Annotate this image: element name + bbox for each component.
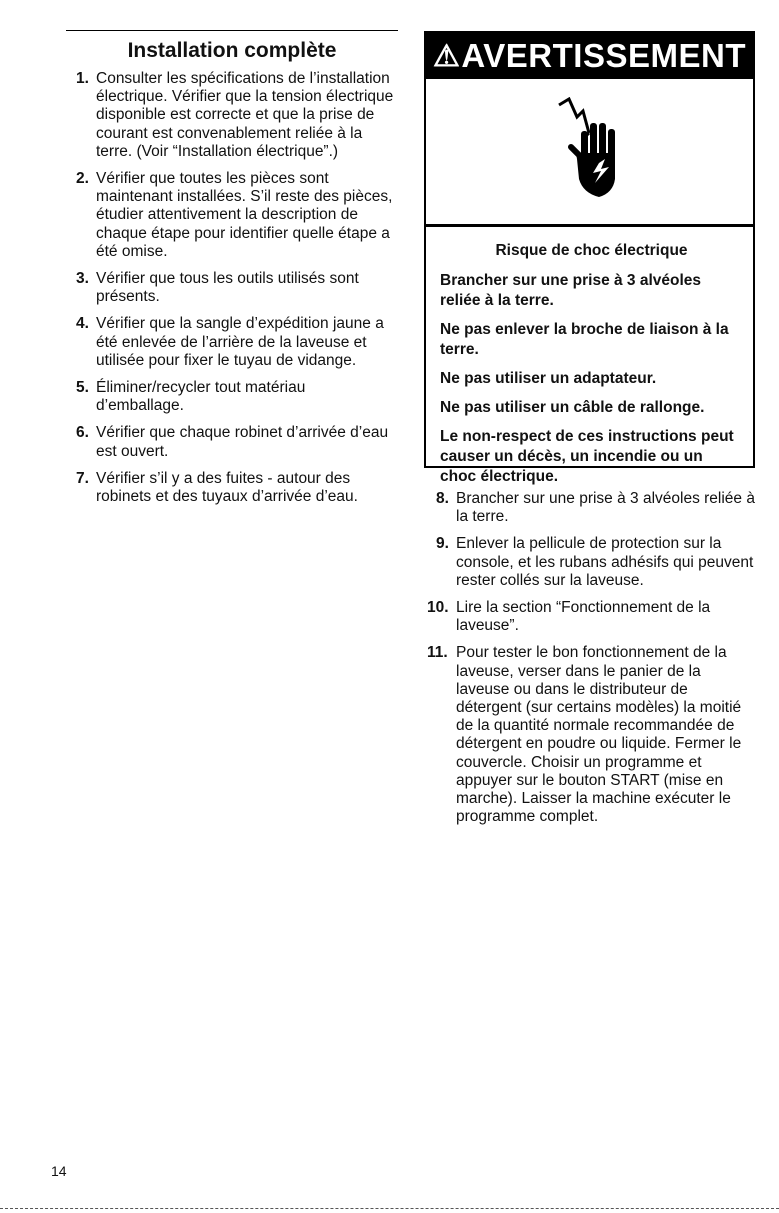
left-steps-list bbox=[66, 70, 396, 515]
list-item bbox=[66, 424, 396, 460]
warning-header bbox=[426, 33, 753, 79]
step-text: Vérifier que la sangle d’expédition jaune a été enlevée de l’arrière de la laveuse et utilisée pour fixer le tuyau de vidange. bbox=[96, 315, 384, 369]
list-item bbox=[66, 470, 396, 506]
step-text: Brancher sur une prise à 3 alvéoles reliée à la terre. bbox=[456, 490, 755, 526]
list-item bbox=[426, 644, 756, 826]
list-item bbox=[66, 379, 396, 415]
list-item bbox=[66, 315, 396, 370]
step-number: 9. bbox=[436, 535, 449, 553]
page-number: 14 bbox=[51, 1163, 67, 1179]
title-rule bbox=[66, 30, 398, 31]
warning-pictogram bbox=[426, 79, 753, 227]
right-steps-list bbox=[426, 490, 756, 835]
step-number: 8. bbox=[436, 490, 449, 507]
step-number: 5. bbox=[76, 379, 89, 397]
section-title: Installation complète bbox=[127, 39, 337, 62]
warning-title: AVERTISSEMENT bbox=[461, 37, 746, 74]
list-item bbox=[66, 270, 396, 306]
step-number: 10. bbox=[427, 599, 449, 617]
warning-line: Ne pas enlever la broche de liaison à la terre. bbox=[440, 321, 729, 358]
risk-title: Risque de choc électrique bbox=[495, 242, 688, 259]
step-number: 6. bbox=[76, 424, 89, 442]
list-item bbox=[426, 535, 756, 590]
step-text: Lire la section “Fonctionnement de la laveuse”. bbox=[456, 599, 711, 635]
step-text: Consulter les spécifications de l’installation électrique. Vérifier que la tension électrique disponible est correcte et que la prise de courant est convenablement reliée à la terre. (Voir “Installation électrique”.) bbox=[96, 70, 394, 160]
warning-line: Ne pas utiliser un adaptateur. bbox=[440, 370, 657, 387]
step-number: 7. bbox=[76, 469, 89, 487]
warning-line: Brancher sur une prise à 3 alvéoles reliée à la terre. bbox=[440, 272, 702, 309]
step-number: 3. bbox=[76, 270, 89, 288]
warning-triangle-icon: ⚠ bbox=[433, 39, 461, 73]
warning-line: Ne pas utiliser un câble de rallonge. bbox=[440, 399, 705, 416]
list-item bbox=[66, 70, 396, 161]
list-item bbox=[66, 170, 396, 261]
electric-shock-hand-icon bbox=[555, 97, 625, 207]
warning-body bbox=[426, 227, 753, 487]
step-text: Pour tester le bon fonctionnement de la laveuse, verser dans le panier de la laveuse ou dans le distributeur de détergent (sur certains modèles) la moitié de la quantité normale recommandée de détergent en poudre ou liquide. Fermer le couvercle. Choisir un programme et appuyer sur le bouton START (mise en marche). Laisser la machine exécuter le programme complet. bbox=[456, 644, 742, 826]
list-item bbox=[426, 599, 756, 635]
step-text: Éliminer/recycler tout matériau d’emballage. bbox=[96, 379, 306, 415]
step-text: Enlever la pellicule de protection sur la console, et les rubans adhésifs qui peuvent rester collés sur la laveuse. bbox=[456, 535, 754, 589]
step-number: 2. bbox=[76, 170, 89, 188]
step-number: 4. bbox=[76, 315, 89, 333]
step-text: Vérifier s’il y a des fuites - autour des robinets et des tuyaux d’arrivée d’eau. bbox=[96, 469, 358, 506]
warning-box bbox=[424, 31, 755, 485]
step-number: 11. bbox=[427, 644, 448, 662]
step-text: Vérifier que chaque robinet d’arrivée d’eau est ouvert. bbox=[96, 424, 389, 460]
warning-line: Le non-respect de ces instructions peut causer un décès, un incendie ou un choc électrique. bbox=[440, 428, 734, 485]
step-number: 1. bbox=[76, 70, 89, 87]
step-text: Vérifier que tous les outils utilisés sont présents. bbox=[96, 270, 359, 306]
step-text: Vérifier que toutes les pièces sont maintenant installées. S’il reste des pièces, étudier attentivement la description de chaque étape pour identifier quelle étape a été omise. bbox=[96, 170, 393, 260]
list-item bbox=[426, 490, 756, 526]
page-bottom-rule bbox=[0, 1208, 779, 1209]
